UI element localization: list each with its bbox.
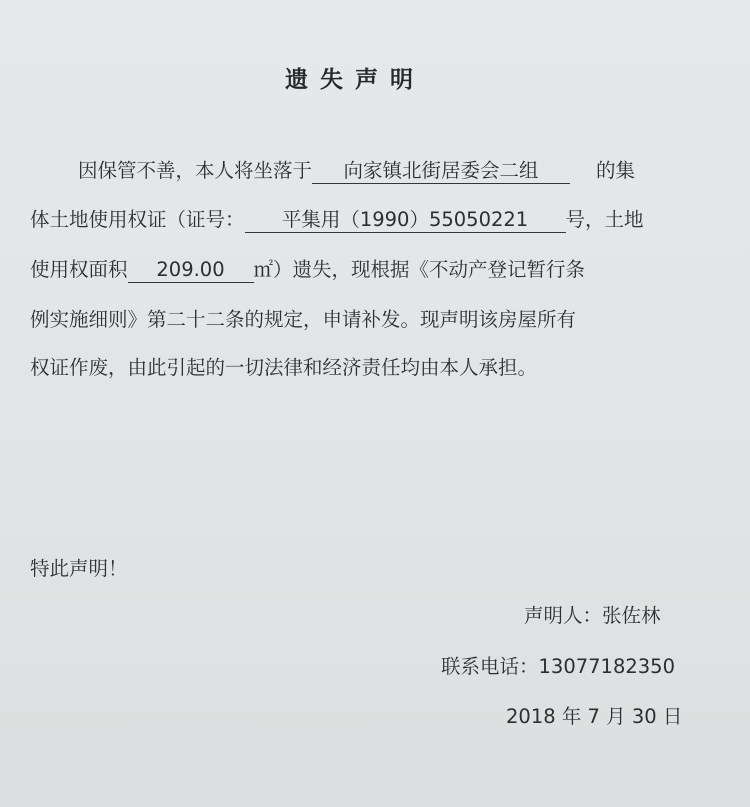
page-title: 遗失声明	[285, 67, 425, 93]
line-3-suffix: ㎡）遗失，现根据《不动产登记暂行条	[253, 258, 586, 281]
certificate-number-field: 平集用（1990）55050221	[245, 208, 566, 233]
declarant-name: 声明人：张佐林	[524, 604, 661, 627]
line-3-prefix: 使用权面积	[30, 258, 128, 281]
paragraph-line-5: 权证作废，由此引起的一切法律和经济责任均由本人承担。	[30, 356, 538, 379]
location-field: 向家镇北街居委会二组	[312, 159, 570, 184]
line-2-prefix: 体土地使用权证（证号：	[30, 208, 245, 231]
paragraph-line-2	[30, 206, 644, 234]
line-1-prefix: 因保管不善，本人将坐落于	[78, 159, 313, 182]
paragraph-line-1	[78, 157, 635, 185]
contact-phone: 联系电话：13077182350	[441, 655, 675, 678]
paragraph-line-4: 例实施细则》第二十二条的规定，申请补发。现声明该房屋所有	[30, 308, 577, 331]
line-1-suffix: 的集	[596, 159, 636, 182]
area-field: 209.00	[128, 258, 254, 283]
declaration-date: 2018 年 7 月 30 日	[506, 705, 683, 728]
paragraph-line-3	[30, 256, 585, 284]
line-2-suffix: 号，土地	[565, 208, 644, 231]
closing-statement: 特此声明！	[30, 557, 128, 580]
